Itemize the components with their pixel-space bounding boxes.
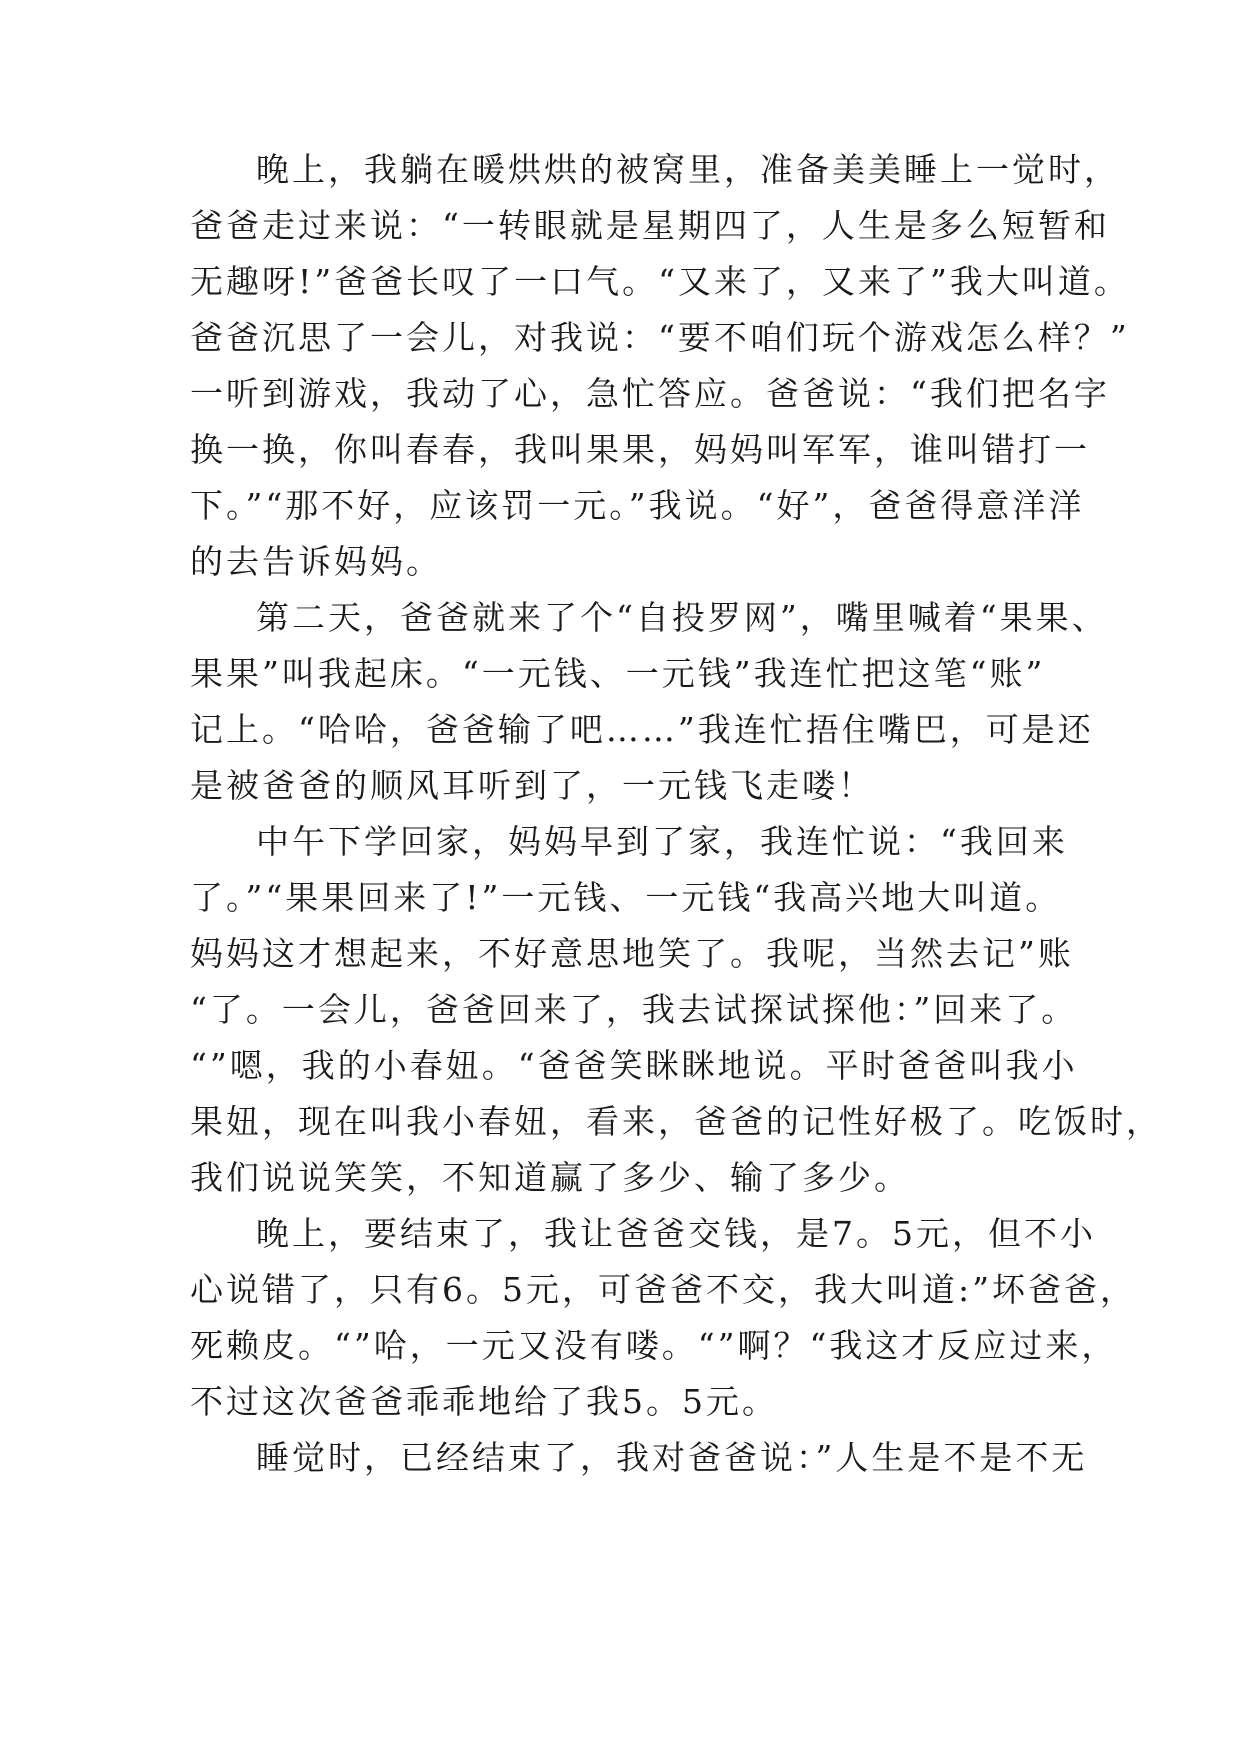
text-line: “了。一会儿，爸爸回来了，我去试探试探他：”回来了。 xyxy=(190,990,1078,1029)
text-line: 心说错了，只有6。5元，可爸爸不交，我大叫道:”坏爸爸， xyxy=(190,1270,1136,1309)
text-line: 死赖皮。“”哈，一元又没有喽。“”啊？“我这才反应过来， xyxy=(190,1326,1118,1365)
text-line: 的去告诉妈妈。 xyxy=(190,542,442,581)
text-line: 第二天，爸爸就来了个“自投罗网”，嘴里喊着“果果、 xyxy=(256,598,1108,637)
text-line: 爸爸走过来说：“一转眼就是星期四了，人生是多么短暂和 xyxy=(190,206,1110,245)
text-line: 一听到游戏，我动了心，急忙答应。爸爸说：“我们把名字 xyxy=(190,374,1110,413)
text-line: 记上。“哈哈，爸爸输了吧……”我连忙捂住嘴巴，可是还 xyxy=(190,710,1094,749)
text-line: 晚上，我躺在暖烘烘的被窝里，准备美美睡上一觉时， xyxy=(256,150,1120,189)
text-line: 了。”“果果回来了!”一元钱、一元钱“我高兴地大叫道。 xyxy=(190,878,1062,917)
text-line: 果妞，现在叫我小春妞，看来，爸爸的记性好极了。吃饭时， xyxy=(190,1102,1162,1141)
text-line: 无趣呀!”爸爸长叹了一口气。“又来了，又来了”我大叫道。 xyxy=(190,262,1130,301)
text-line: 睡觉时，已经结束了，我对爸爸说：”人生是不是不无 xyxy=(256,1438,1088,1477)
text-line: 是被爸爸的顺风耳听到了，一元钱飞走喽！ xyxy=(190,766,874,805)
text-line: 我们说说笑笑，不知道赢了多少、输了多少。 xyxy=(190,1158,910,1197)
text-line: “”嗯，我的小春妞。“爸爸笑眯眯地说。平时爸爸叫我小 xyxy=(190,1046,1078,1085)
text-line: 下。”“那不好，应该罚一元。”我说。“好”，爸爸得意洋洋 xyxy=(190,486,1085,525)
text-line: 换一换，你叫春春，我叫果果，妈妈叫军军，谁叫错打一 xyxy=(190,430,1090,469)
text-line: 晚上，要结束了，我让爸爸交钱，是7。5元，但不小 xyxy=(256,1214,1096,1253)
text-line: 爸爸沉思了一会儿，对我说：“要不咱们玩个游戏怎么样？” xyxy=(190,318,1130,357)
text-line: 果果”叫我起床。“一元钱、一元钱”我连忙把这笔“账” xyxy=(190,654,1046,693)
text-line: 妈妈这才想起来，不好意思地笑了。我呢，当然去记”账 xyxy=(190,934,1074,973)
text-line: 中午下学回家，妈妈早到了家，我连忙说：“我回来 xyxy=(256,822,1068,861)
text-line: 不过这次爸爸乖乖地给了我5。5元。 xyxy=(190,1382,778,1421)
